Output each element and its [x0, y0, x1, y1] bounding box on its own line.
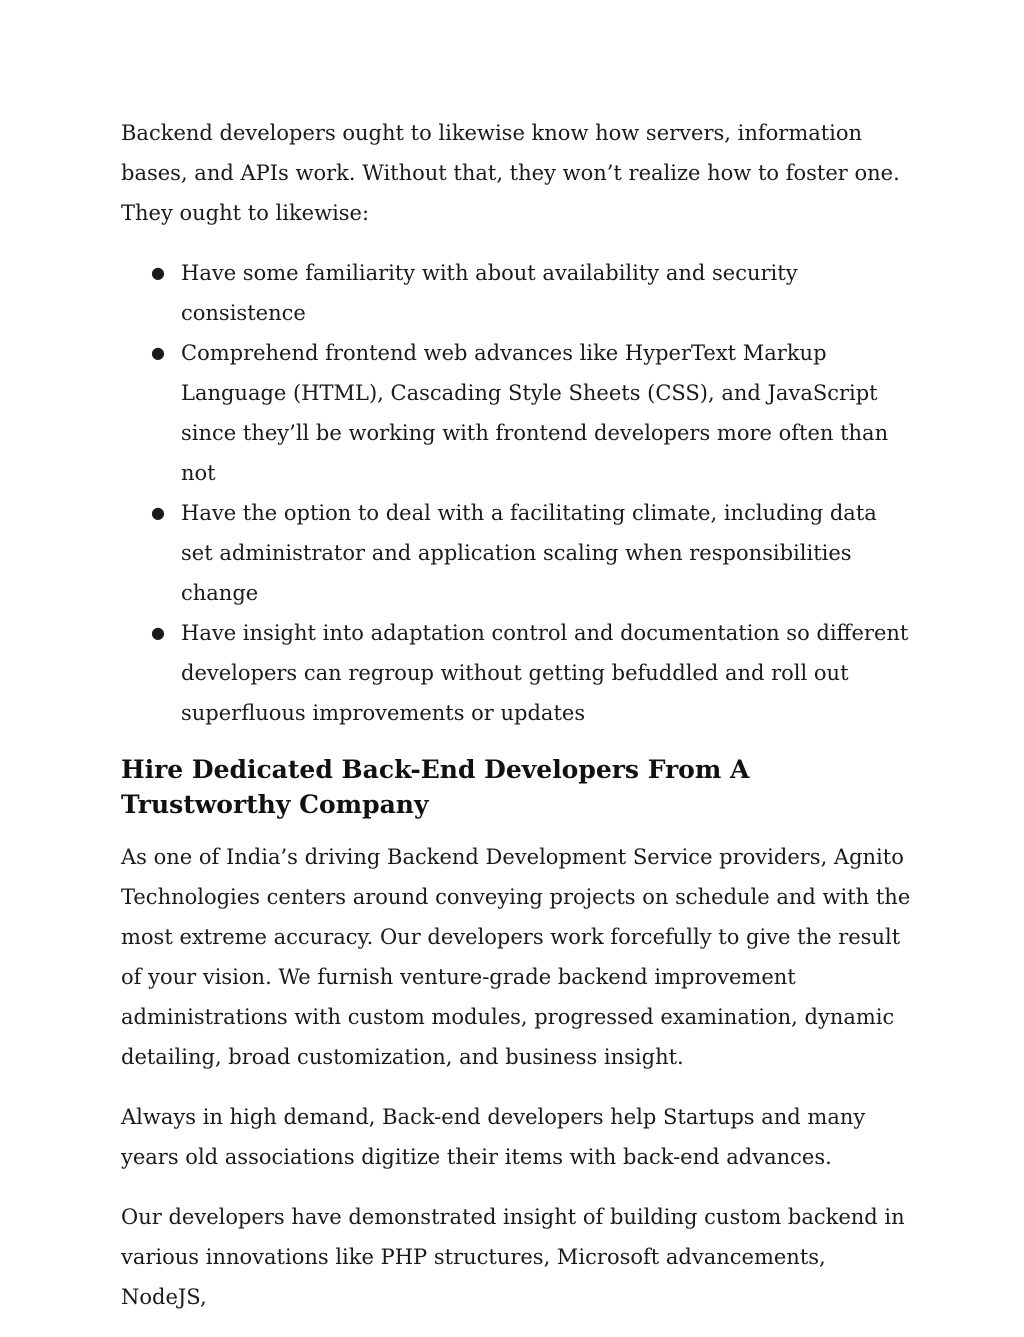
bullet-icon: ●	[151, 343, 165, 362]
section-paragraph: Always in high demand, Back-end developers help Startups and many years old associations digitize their items with back-end advances.	[121, 1105, 866, 1169]
section-paragraph: As one of India’s driving Backend Development Service providers, Agnito Technologies centers around conveying projects on schedule and with the most extreme accuracy. Our developers work forcefully to give the result of your vision. We furnish venture-grade backend improvement administrations with custom modules, progressed examination, dynamic detailing, broad customization, and business insight.	[121, 845, 911, 1069]
bullet-icon: ●	[151, 263, 165, 282]
document-page	[121, 113, 911, 1337]
skills-list	[121, 253, 911, 733]
list-item-text: Have some familiarity with about availability and security consistence	[181, 261, 798, 325]
list-item	[121, 493, 911, 613]
intro-paragraph: Backend developers ought to likewise know how servers, information bases, and APIs work. Without that, they won’t realize how to foster one. They ought to likewise:	[121, 121, 900, 225]
bullet-icon: ●	[151, 623, 165, 642]
section-paragraph: Our developers have demonstrated insight of building custom backend in various innovations like PHP structures, Microsoft advancements, NodeJS,	[121, 1205, 905, 1309]
bullet-icon: ●	[151, 503, 165, 522]
list-item	[121, 333, 911, 493]
list-item	[121, 613, 911, 733]
list-item-text: Have insight into adaptation control and documentation so different developers can regroup without getting befuddled and roll out superfluous improvements or updates	[181, 621, 909, 725]
section-heading: Hire Dedicated Back-End Developers From A Trustworthy Company	[121, 755, 750, 819]
list-item	[121, 253, 911, 333]
list-item-text: Have the option to deal with a facilitating climate, including data set administrator and application scaling when responsibilities change	[181, 501, 877, 605]
list-item-text: Comprehend frontend web advances like HyperText Markup Language (HTML), Cascading Style Sheets (CSS), and JavaScript since they’ll be working with frontend developers more often than not	[181, 341, 889, 485]
